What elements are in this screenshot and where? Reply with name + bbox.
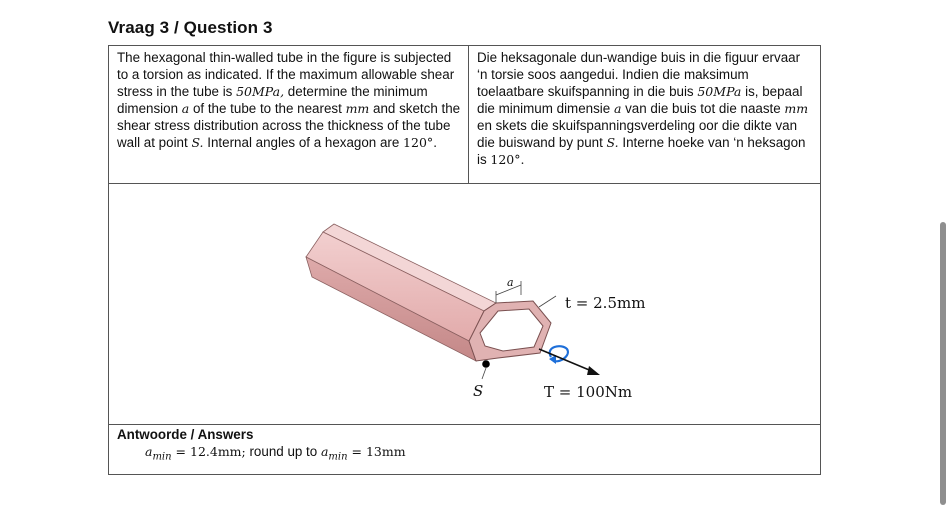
answer-line: $a_{min} = 12.4mm$; round up to $a_{min} = 13mm$ xyxy=(145,444,406,463)
point-s-label: S xyxy=(473,382,484,400)
point-s-marker xyxy=(482,360,490,368)
question-text-row xyxy=(109,46,820,184)
vertical-scrollbar[interactable] xyxy=(940,222,946,505)
answers-row xyxy=(109,425,820,475)
torque-label: T = 100Nm xyxy=(544,383,633,401)
question-title: Vraag 3 / Question 3 xyxy=(108,18,273,37)
question-table xyxy=(108,45,821,475)
torque-axis-arrow xyxy=(539,349,594,372)
thickness-leader xyxy=(539,296,556,307)
figure-row xyxy=(109,183,820,425)
thickness-label: t = 2.5mm xyxy=(565,294,646,312)
dimension-a-label: a xyxy=(507,276,514,289)
hex-tube-figure xyxy=(109,183,820,424)
english-text: The hexagonal thin-walled tube in the figure is subjected to a torsion as indicated. If the maximum allowable shear stress in the tube is 50MPa, determine the minimum dimension a of the tube to the nearest mm and sketch the shear stress distribution across the thickness of the tube wall at point S. Internal angles of a hexagon are 120°. xyxy=(109,46,469,183)
afrikaans-text: Die heksagonale dun-wandige buis in die figuur ervaar ‘n torsie soos aangedui. Indien die maksimum toelaatbare skuifspanning in die buis 50MPa is, bepaal die minimum dimensie a van die buis tot die naaste mm en skets die skuifspanningsverdeling oor die dikte van die buiswand by punt S. Interne hoeke van ‘n heksagon is 120°. xyxy=(477,50,809,167)
answers-title: Antwoorde / Answers xyxy=(117,427,254,442)
